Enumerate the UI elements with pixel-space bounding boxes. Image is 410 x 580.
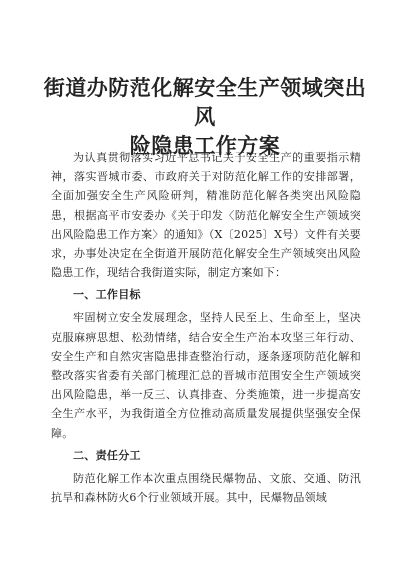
section-2-paragraph: 防范化解工作本次重点围绕民爆物品、文旅、交通、防汛抗旱和森林防火6个行业领域开展。其中，民爆物品领域 — [51, 471, 361, 505]
section-1-heading: 一、工作目标 — [73, 288, 141, 302]
section-2-heading: 二、责任分工 — [73, 448, 141, 462]
section-1-paragraph: 牢固树立安全发展理念，坚持人民至上、生命至上，坚决克服麻痹思想、松劲情绪，结合安全生产治本攻坚三年行动、安全生产和自然灾害隐患排查整治行动，逐条逐项防范化解和整改落实省委有关部门梳理汇总的晋城市范围安全生产领域突出风险隐患，举一反三、认真排查、分类施策，进一步提高安全生产水平，为我街道全方位推动高质量发展提供坚强安全保障。 — [51, 311, 361, 440]
intro-paragraph: 为认真贯彻落实习近平总书记关于安全生产的重要指示精神，落实晋城市委、市政府关于对防范化解工作的安排部署，全面加强安全生产风险研判，精准防范化解各类突出风险隐患，根据高平市安委办《关于印发〈防范化解安全生产领域突出风险隐患工作方案〉的通知》（X〔2025〕X号）文件有关要求，办事处决定在全街道开展防范化解安全生产领域突出风险隐患工作，现结合我街道实际，制定方案如下： — [51, 151, 361, 280]
title-line-1: 街道办防范化解安全生产领域突出风 — [43, 76, 367, 129]
title-line-2: 险隐患工作方案 — [129, 134, 281, 158]
document-body — [51, 148, 361, 507]
